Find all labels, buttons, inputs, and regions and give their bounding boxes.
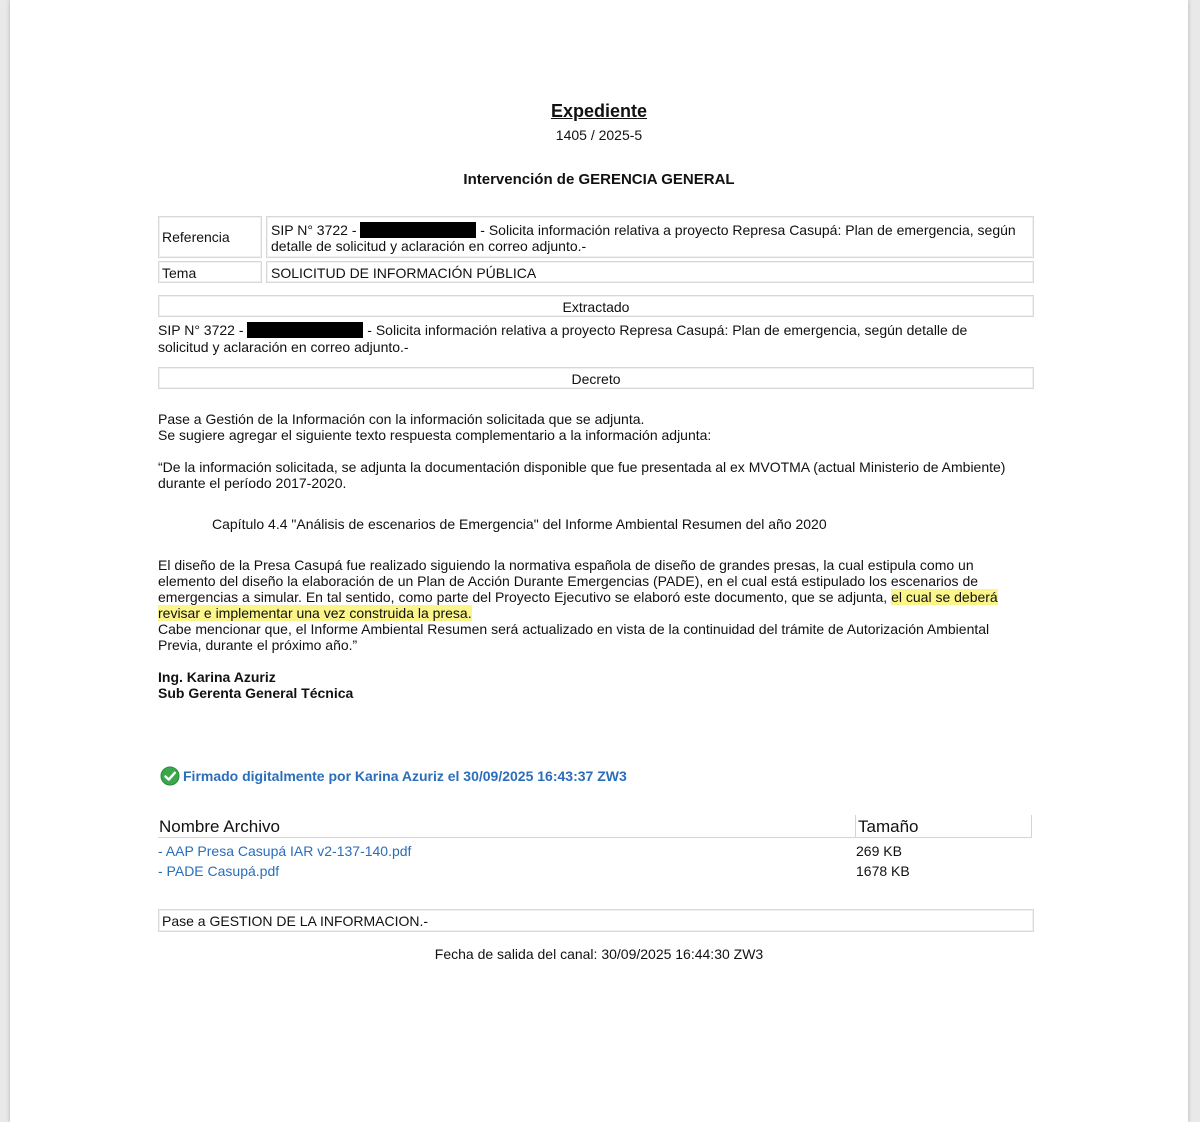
signature-check-icon	[160, 766, 180, 786]
signer-role: Sub Gerenta General Técnica	[158, 685, 354, 701]
extractado-text: - Solicita información relativa a proyecto Represa Casupá: Plan de emergencia, según detalle de	[367, 322, 968, 338]
redaction-box	[247, 322, 363, 338]
decreto-p2-line2: durante el período 2017-2020.	[158, 475, 347, 491]
tema-value-cell	[266, 261, 1034, 283]
referencia-label: Referencia	[162, 229, 230, 245]
file-link-pade[interactable]: - PADE Casupá.pdf	[158, 863, 280, 879]
signature-text: Firmado digitalmente por Karina Azuriz el 30/09/2025 16:43:37 ZW3	[183, 768, 627, 784]
files-col-size: Tamaño	[858, 817, 919, 836]
referencia-label-cell	[158, 216, 262, 258]
fecha-salida: Fecha de salida del canal: 30/09/2025 16:44:30 ZW3	[434, 946, 764, 962]
decreto-p3-line1: El diseño de la Presa Casupá fue realizado siguiendo la normativa española de diseño de grandes presas, la cual estipula como un	[158, 557, 974, 573]
extractado-heading-box	[158, 295, 1034, 317]
decreto-p3-line3	[158, 589, 998, 605]
decreto-heading: Decreto	[571, 371, 621, 387]
intervention-heading: Intervención de GERENCIA GENERAL	[463, 171, 735, 188]
pase-box	[158, 909, 1034, 932]
page-title: Expediente	[550, 101, 648, 121]
referencia-line1	[271, 222, 1016, 238]
document-page	[10, 0, 1188, 1122]
decreto-p1-line1: Pase a Gestión de la Información con la información solicitada que se adjunta.	[158, 411, 645, 427]
referencia-value-cell	[266, 216, 1034, 258]
file-size-pade: 1678 KB	[856, 863, 910, 879]
pase-text: Pase a GESTION DE LA INFORMACION.-	[162, 913, 429, 929]
decreto-p4-line1: Cabe mencionar que, el Informe Ambiental Resumen será actualizado en vista de la continuidad del trámite de Autorización Ambiental	[158, 621, 990, 637]
decreto-p3-line2: elemento del diseño la elaboración de un Plan de Acción Durante Emergencias (PADE), en el cual está estipulado los escenarios de	[158, 573, 979, 589]
decreto-heading-box	[158, 367, 1034, 389]
extractado-prefix: SIP N° 3722 -	[158, 322, 244, 338]
referencia-text: - Solicita información relativa a proyecto Represa Casupá: Plan de emergencia, según	[480, 222, 1016, 238]
decreto-p3-text: emergencias a simular. En tal sentido, como parte del Proyecto Ejecutivo se elaboró este documento, que se adjunta,	[158, 589, 892, 605]
decreto-p1-line2: Se sugiere agregar el siguiente texto respuesta complementario a la información adjunta:	[158, 427, 712, 443]
highlighted-text: el cual se deberá	[891, 589, 998, 605]
extractado-line1	[158, 322, 967, 338]
tema-label: Tema	[162, 265, 197, 281]
referencia-line2: detalle de solicitud y aclaración en correo adjunto.-	[271, 238, 587, 254]
redaction-box	[360, 222, 476, 238]
decreto-p4-line2: Previa, durante el próximo año.”	[158, 637, 358, 653]
digital-signature	[160, 766, 627, 786]
decreto-p3-line4	[158, 605, 472, 621]
referencia-prefix: SIP N° 3722 -	[271, 222, 357, 238]
signer-name: Ing. Karina Azuriz	[158, 669, 276, 685]
file-link-aap[interactable]: - AAP Presa Casupá IAR v2-137-140.pdf	[158, 843, 412, 859]
files-table-header	[158, 815, 1032, 838]
expediente-number: 1405 / 2025-5	[555, 127, 643, 143]
extractado-line2: solicitud y aclaración en correo adjunto.-	[158, 339, 409, 355]
files-col-name: Nombre Archivo	[159, 817, 280, 836]
column-divider	[855, 815, 856, 837]
extractado-heading: Extractado	[562, 299, 630, 315]
decreto-p2-line1: “De la información solicitada, se adjunta la documentación disponible que fue presentada al ex MVOTMA (actual Ministerio de Ambiente)	[158, 459, 1006, 475]
highlighted-text: revisar e implementar una vez construida la presa.	[158, 605, 472, 621]
chapter-reference: Capítulo 4.4 "Análisis de escenarios de Emergencia" del Informe Ambiental Resumen del año 2020	[212, 516, 827, 532]
tema-value: SOLICITUD DE INFORMACIÓN PÚBLICA	[271, 265, 537, 281]
column-divider	[1031, 815, 1032, 837]
file-size-aap: 269 KB	[856, 843, 902, 859]
tema-label-cell	[158, 261, 262, 283]
